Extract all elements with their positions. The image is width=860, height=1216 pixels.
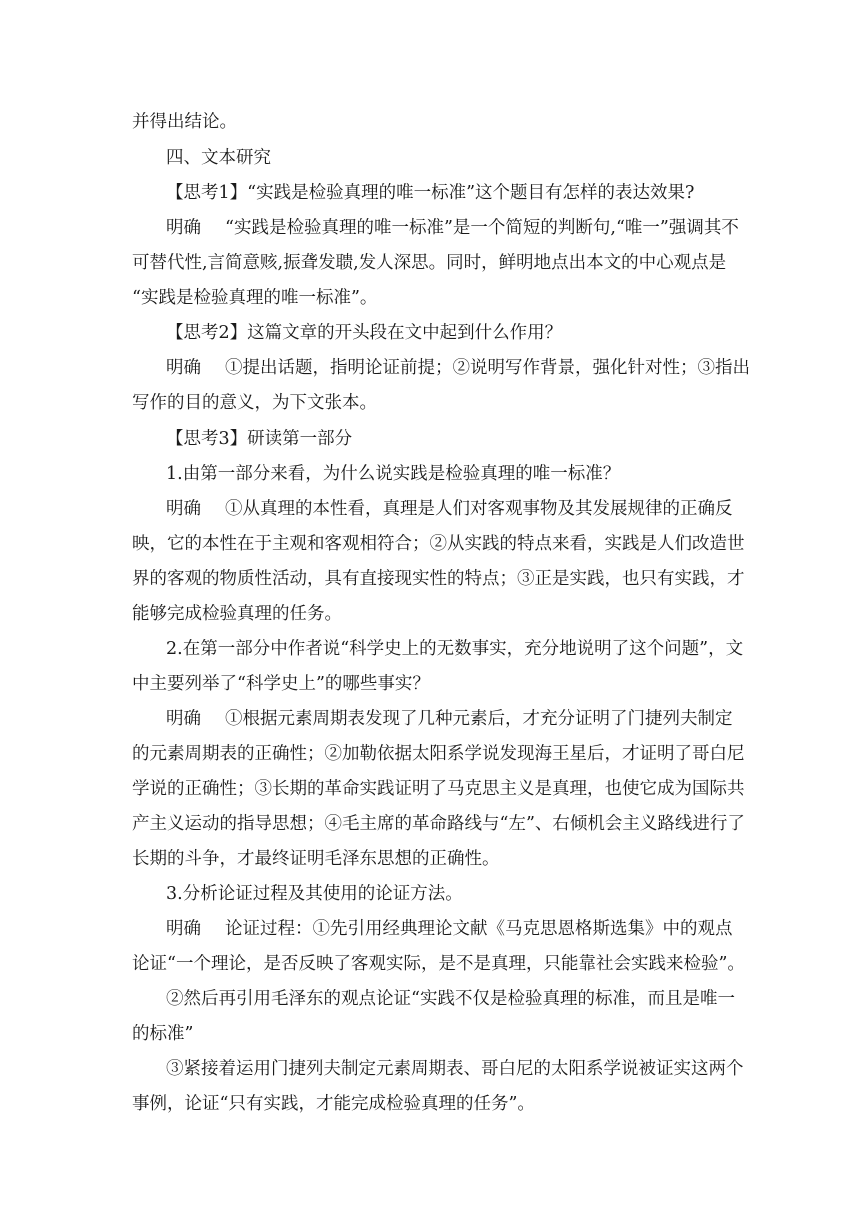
text-line: 映，它的本性在于主观和客观相符合；②从实践的特点来看，实践是人们改造世 (132, 534, 745, 554)
answer-text: 论证过程：①先引用经典理论文献《马克思恩格斯选集》中的观点 (225, 919, 733, 939)
text-line: ②然后再引用毛泽东的观点论证“实践不仅是检验真理的标准，而且是唯一 (166, 989, 735, 1009)
text-line: 写作的目的意义，为下文张本。 (132, 393, 377, 413)
sub-question: 3.分析论证过程及其使用的论证方法。 (166, 884, 463, 904)
text-line: “实践是检验真理的唯一标准”。 (132, 288, 378, 308)
section-heading: 四、文本研究 (166, 148, 271, 168)
question-heading: 【思考2】这篇文章的开头段在文中起到什么作用？ (166, 323, 563, 343)
text-line: 事例，论证“只有实践，才能完成检验真理的任务”。 (132, 1094, 535, 1114)
answer-label: 明确 (166, 709, 201, 729)
answer-text: ①从真理的本性看，真理是人们对客观事物及其发展规律的正确反 (225, 499, 733, 519)
text-line: 界的客观的物质性活动，具有直接现实性的特点；③正是实践，也只有实践，才 (132, 569, 745, 589)
answer-label: 明确 (166, 358, 201, 378)
text-line: 并得出结论。 (132, 112, 237, 132)
text-line: 论证“一个理论，是否反映了客观实际，是不是真理，只能靠社会实践来检验”。 (132, 954, 745, 974)
text-line: 能够完成检验真理的任务。 (132, 604, 342, 624)
answer-text: ①根据元素周期表发现了几种元素后，才充分证明了门捷列夫制定 (225, 709, 733, 729)
answer-text: ①提出话题，指明论证前提；②说明写作背景，强化针对性；③指出 (225, 358, 750, 378)
answer-line (166, 497, 733, 521)
text-line: 的元素周期表的正确性；②加勒依据太阳系学说发现海王星后，才证明了哥白尼 (132, 744, 745, 764)
sub-question: 1.由第一部分来看，为什么说实践是检验真理的唯一标准？ (166, 464, 621, 484)
answer-line (166, 216, 739, 240)
answer-line (166, 707, 733, 731)
answer-line (166, 356, 750, 380)
sub-question: 2.在第一部分中作者说“科学史上的无数事实，充分地说明了这个问题”，文 (166, 639, 744, 659)
text-line: 的标准” (132, 1024, 194, 1044)
text-line: 可替代性,言简意赅,振聋发聩,发人深思。同时，鲜明地点出本文的中心观点是 (132, 253, 727, 273)
text-line: 中主要列举了“科学史上”的哪些事实？ (132, 674, 430, 694)
answer-label: 明确 (166, 499, 201, 519)
text-line: 产主义运动的指导思想；④毛主席的革命路线与“左”、右倾机会主义路线进行了 (132, 814, 745, 834)
text-line: 学说的正确性；③长期的革命实践证明了马克思主义是真理，也使它成为国际共 (132, 779, 745, 799)
question-heading: 【思考1】“实践是检验真理的唯一标准”这个题目有怎样的表达效果? (166, 183, 695, 203)
answer-label: 明确 (166, 218, 201, 238)
question-heading: 【思考3】研读第一部分 (166, 429, 353, 449)
text-line: 长期的斗争，才最终证明毛泽东思想的正确性。 (132, 849, 500, 869)
answer-text: “实践是检验真理的唯一标准”是一个简短的判断句,“唯一”强调其不 (225, 218, 739, 238)
answer-label: 明确 (166, 919, 201, 939)
answer-line (166, 917, 733, 941)
text-line: ③紧接着运用门捷列夫制定元素周期表、哥白尼的太阳系学说被证实这两个 (166, 1059, 744, 1079)
